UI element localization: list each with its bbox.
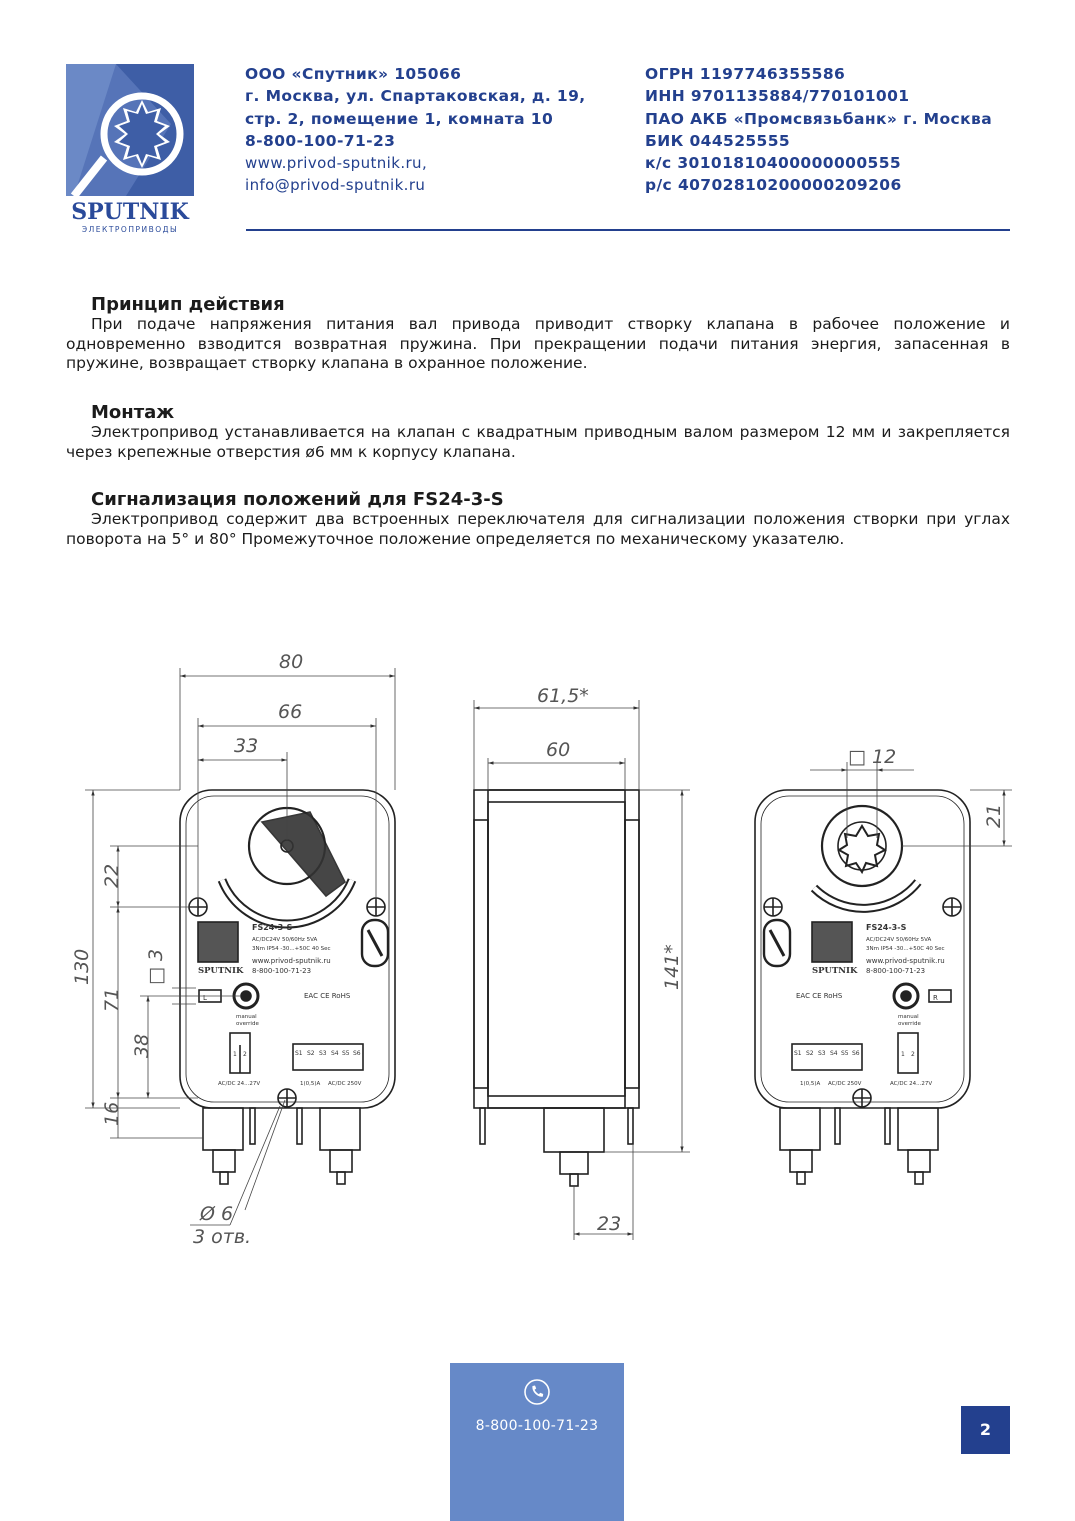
svg-text:S4: S4 xyxy=(830,1050,838,1057)
dim-16: 16 xyxy=(101,1101,123,1126)
section-signalling xyxy=(66,489,1010,549)
address-line-1: г. Москва, ул. Спартаковская, д. 19, xyxy=(245,87,586,106)
dim-141: 141* xyxy=(661,944,683,990)
svg-text:S2: S2 xyxy=(806,1050,814,1057)
sputnik-logo xyxy=(66,64,194,234)
phone: 8-800-100-71-23 xyxy=(245,131,396,150)
inn: ИНН 9701135884/770101001 xyxy=(645,87,910,106)
email-link[interactable]: info@privod-sputnik.ru xyxy=(245,176,426,195)
footer-phone-block xyxy=(450,1363,624,1521)
dim-66: 66 xyxy=(278,701,303,723)
svg-text:www.privod-sputnik.ru: www.privod-sputnik.ru xyxy=(866,957,945,965)
svg-text:EAC CE RoHS: EAC CE RoHS xyxy=(796,992,843,1000)
section-text: Электропривод содержит два встроенных переключателя для сигнализации положения створки при углах поворота на 5° и 80° Промежуточное положение определяется по механическому указателю. xyxy=(66,510,1010,548)
svg-text:EAC CE RoHS: EAC CE RoHS xyxy=(304,992,351,1000)
svg-text:override: override xyxy=(898,1021,921,1027)
svg-text:1: 1 xyxy=(901,1051,905,1058)
svg-text:AC/DC24V 50/60Hz 5VA: AC/DC24V 50/60Hz 5VA xyxy=(866,937,932,943)
dim-hole-diameter: Ø 6 xyxy=(200,1203,234,1225)
section-title: Сигнализация положений для FS24-3-S xyxy=(91,489,504,510)
svg-text:1: 1 xyxy=(233,1051,237,1058)
section-title: Принцип действия xyxy=(91,294,285,315)
page-number: 2 xyxy=(961,1406,1010,1454)
dim-33: 33 xyxy=(234,735,259,757)
svg-text:AC/DC 250V: AC/DC 250V xyxy=(828,1081,862,1087)
front-view xyxy=(180,790,395,1184)
svg-text:1(0,5)A: 1(0,5)A xyxy=(800,1081,821,1087)
svg-text:S5: S5 xyxy=(342,1050,350,1057)
section-mounting xyxy=(66,402,1010,462)
ogrn: ОГРН 1197746355586 xyxy=(645,65,846,83)
footer-phone[interactable]: 8-800-100-71-23 xyxy=(475,1418,599,1434)
svg-text:2: 2 xyxy=(243,1051,247,1058)
svg-text:S3: S3 xyxy=(319,1050,327,1057)
svg-text:FS24-3-S: FS24-3-S xyxy=(866,923,907,932)
bank: ПАО АКБ «Промсвязьбанк» г. Москва xyxy=(645,109,993,128)
rear-view xyxy=(755,790,970,1184)
svg-text:AC/DC 24...27V: AC/DC 24...27V xyxy=(890,1081,933,1087)
svg-text:AC/DC24V 50/60Hz 5VA: AC/DC24V 50/60Hz 5VA xyxy=(252,937,318,943)
logo-text: SPUTNIK xyxy=(71,199,189,225)
company-name: ООО «Спутник» 105066 xyxy=(245,65,462,83)
dim-80: 80 xyxy=(279,651,304,673)
svg-text:3Nm IP54 -30...+50С 40 Sec: 3Nm IP54 -30...+50С 40 Sec xyxy=(866,946,945,952)
svg-text:SPUTNIK: SPUTNIK xyxy=(198,966,244,976)
svg-text:S2: S2 xyxy=(307,1050,315,1057)
svg-text:S4: S4 xyxy=(331,1050,339,1057)
dim-23: 23 xyxy=(597,1213,622,1235)
svg-text:R: R xyxy=(933,994,938,1002)
dim-61-5: 61,5* xyxy=(537,685,589,707)
dim-130: 130 xyxy=(71,948,93,985)
side-view xyxy=(474,790,639,1186)
address-line-2: стр. 2, помещение 1, комната 10 xyxy=(245,109,554,128)
section-principle xyxy=(66,294,1010,374)
logo-subtext: ЭЛЕКТРОПРИВОДЫ xyxy=(81,225,179,234)
dim-38: 38 xyxy=(131,1033,153,1058)
corr-account: к/с 30101810400000000555 xyxy=(645,154,902,173)
section-text: При подаче напряжения питания вал привода приводит створку клапана в рабочее положение и одновременно взводится возвратная пружина. При прекращении подачи питания энергия, запасенная в пружине, возвращает створку клапана в охранное положение. xyxy=(66,315,1010,372)
svg-text:8-800-100-71-23: 8-800-100-71-23 xyxy=(252,967,312,975)
svg-text:S6: S6 xyxy=(852,1050,860,1057)
svg-text:1(0,5)A: 1(0,5)A xyxy=(300,1081,321,1087)
company-address-block xyxy=(245,63,586,197)
svg-text:S1: S1 xyxy=(794,1050,802,1057)
dim-71: 71 xyxy=(101,987,123,1012)
svg-text:SPUTNIK: SPUTNIK xyxy=(812,966,858,976)
bik: БИК 044525555 xyxy=(645,131,791,150)
actuator-technical-drawing xyxy=(60,640,1020,1260)
dim-square-3: □ 3 xyxy=(145,948,167,985)
dim-square-12: □ 12 xyxy=(848,746,897,768)
svg-text:8-800-100-71-23: 8-800-100-71-23 xyxy=(866,967,926,975)
svg-text:www.privod-sputnik.ru: www.privod-sputnik.ru xyxy=(252,957,331,965)
svg-text:FS24-3-S: FS24-3-S xyxy=(252,923,293,932)
svg-text:override: override xyxy=(236,1021,259,1027)
svg-text:AC/DC 250V: AC/DC 250V xyxy=(328,1081,362,1087)
dim-60: 60 xyxy=(546,739,571,761)
svg-text:S6: S6 xyxy=(353,1050,361,1057)
header-divider xyxy=(246,229,1010,231)
svg-text:L: L xyxy=(203,994,207,1002)
svg-text:S5: S5 xyxy=(841,1050,849,1057)
company-requisites-block xyxy=(645,63,992,197)
account: р/с 40702810200000209206 xyxy=(645,176,902,195)
dim-holes-count: 3 отв. xyxy=(193,1226,252,1248)
svg-text:manual: manual xyxy=(898,1014,919,1020)
svg-text:2: 2 xyxy=(911,1051,915,1058)
section-title: Монтаж xyxy=(91,402,175,423)
svg-text:S3: S3 xyxy=(818,1050,826,1057)
svg-text:AC/DC 24...27V: AC/DC 24...27V xyxy=(218,1081,261,1087)
section-text: Электропривод устанавливается на клапан с квадратным приводным валом размером 12 мм и закрепляется через крепежные отверстия ø6 мм к корпусу клапана. xyxy=(66,423,1010,461)
svg-text:S1: S1 xyxy=(295,1050,303,1057)
svg-text:manual: manual xyxy=(236,1014,257,1020)
website-link[interactable]: www.privod-sputnik.ru, xyxy=(245,154,428,173)
dim-21: 21 xyxy=(983,803,1005,828)
dim-22: 22 xyxy=(101,863,123,888)
phone-icon xyxy=(522,1377,552,1407)
svg-text:3Nm IP54 -30...+50С 40 Sec: 3Nm IP54 -30...+50С 40 Sec xyxy=(252,946,331,952)
